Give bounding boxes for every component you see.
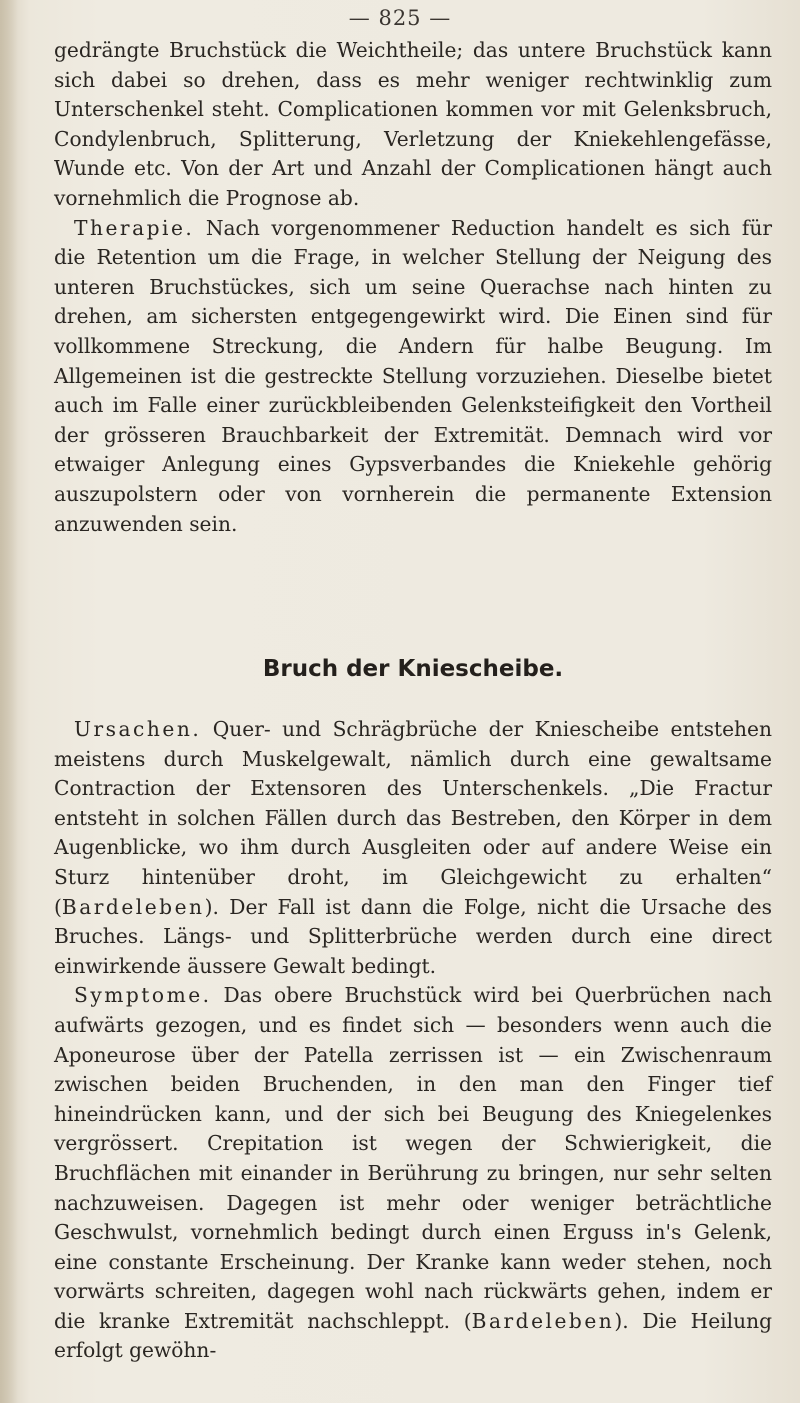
symptoms-label: Symptome.	[74, 983, 212, 1008]
causes-label: Ursachen.	[74, 717, 202, 741]
paragraph-symptoms	[54, 981, 772, 1366]
causes-text-1: Quer- und Schrägbrüche der Kniescheibe entstehen meistens durch Muskelgewalt, nämlich durch eine gewaltsame Contraction der Extensoren des Unterschenkels. „Die Fractur entsteht in solchen Fällen durch das Bestreben, den Körper in dem Augenblicke, wo ihm durch Ausgleiten oder auf andere Weise ein Sturz hintenüber droht, im Gleichgewicht zu erhalten“ (	[54, 717, 772, 919]
text-block-lower	[54, 715, 772, 1366]
paragraph-causes	[54, 715, 772, 981]
citation-bardeleben-1: Bardeleben	[61, 894, 205, 919]
causes-text-2: ). Der Fall ist dann die Folge, nicht die Ursache des Bruches. Längs- und Splitterbrüche werden durch eine direct einwirkende äussere Gewalt bedingt.	[54, 894, 772, 978]
page-binding-shadow	[0, 0, 18, 1403]
text-block-upper	[54, 36, 772, 539]
paragraph-therapy	[54, 214, 772, 540]
therapy-label: Therapie.	[74, 215, 195, 240]
therapy-text: Nach vorgenommener Reduction handelt es sich für die Retention um die Frage, in welcher Stellung der Neigung des unteren Bruchstückes, sich um seine Querachse nach hinten zu drehen, am sichersten entgegengewirkt wird. Die Einen sind für vollkommene Streckung, die Andern für halbe Beugung. Im Allgemeinen ist die gestreckte Stellung vorzuziehen. Dieselbe bietet auch im Falle einer zurückbleibenden Gelenksteifigkeit den Vortheil der grösseren Brauchbarkeit der Extremität. Demnach wird vor etwaiger Anlegung eines Gypsverbandes die Kniekehle gehörig auszupolstern oder von vornherein die permanente Extension anzuwenden sein.	[54, 215, 772, 536]
symptoms-text-2: ). Die Heilung erfolgt gewöhn-	[54, 1308, 773, 1363]
section-heading: Bruch der Kniescheibe.	[262, 656, 564, 682]
paragraph-complications: gedrängte Bruchstück die Weichtheile; das untere Bruchstück kann sich dabei so drehen, dass es mehr weniger rechtwinklig zum Unterschenkel steht. Complicationen kommen vor mit Gelenksbruch, Condylenbruch, Splitterung, Verletzung der Kniekehlengefässe, Wunde etc. Von der Art und Anzahl der Complicationen hängt auch vornehmlich die Prognose ab.	[54, 38, 772, 210]
symptoms-text-1: Das obere Bruchstück wird bei Querbrüchen nach aufwärts gezogen, und es findet sich — besonders wenn auch die Aponeurose über der Patella zerrissen ist — ein Zwischenraum zwischen beiden Bruchenden, in den man den Finger tief hineindrücken kann, und der sich bei Beugung des Kniegelenkes vergrössert. Crepitation ist wegen der Schwierigkeit, die Bruchflächen mit einander in Berührung zu bringen, nur sehr selten nachzuweisen. Dagegen ist mehr oder weniger beträchtliche Geschwulst, vornehmlich bedingt durch einen Erguss in's Gelenk, eine constante Erscheinung. Der Kranke kann weder stehen, noch vorwärts schreiten, dagegen wohl nach rückwärts gehen, indem er die kranke Extremität nachschleppt. (	[54, 983, 772, 1333]
citation-bardeleben-2: Bardeleben	[471, 1308, 615, 1333]
page-number: — 825 —	[348, 6, 452, 30]
